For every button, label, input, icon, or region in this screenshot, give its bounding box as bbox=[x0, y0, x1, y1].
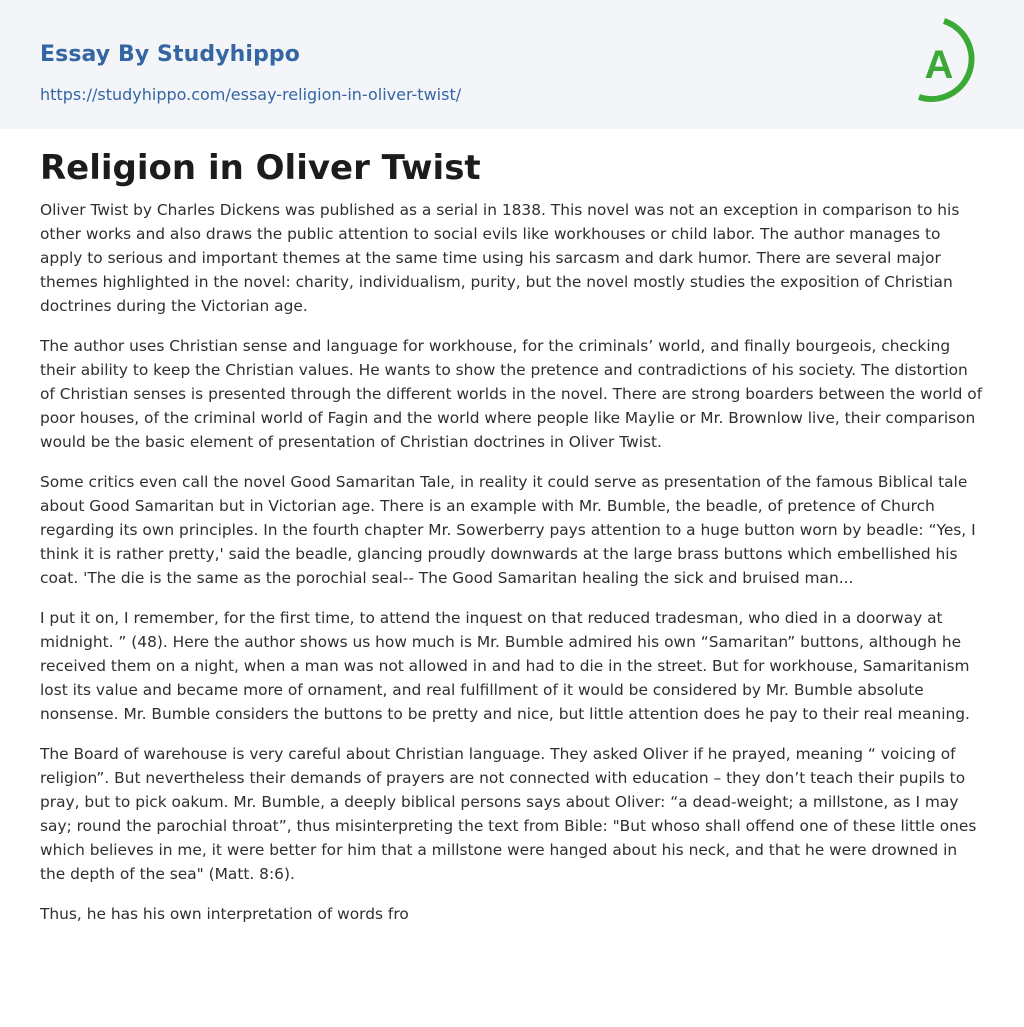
article-paragraph: Thus, he has his own interpretation of words fro bbox=[40, 905, 409, 923]
article-paragraph: Some critics even call the novel Good Samaritan Tale, in reality it could serve as presentation of the famous Biblical tale about Good Samaritan but in Victorian age. There is an example with Mr. Bumble, the beadle, of pretence of Church regarding its own principles. In the fourth chapter Mr. Sowerberry pays attention to a huge button worn by beadle: “Yes, I think it is rather pretty,' said the beadle, glancing proudly downwards at the large brass buttons which embellished his coat. 'The die is the same as the porochial seal-- The Good Samaritan healing the sick and bruised man... bbox=[40, 473, 976, 587]
site-header bbox=[0, 0, 1024, 129]
circle-a-logo-icon[interactable] bbox=[912, 18, 986, 106]
article-paragraph: The Board of warehouse is very careful about Christian language. They asked Oliver if he prayed, meaning “ voicing of religion”. But nevertheless their demands of prayers are not connected with education – they don’t teach their pupils to pray, but to pick oakum. Mr. Bumble, a deeply biblical persons says about Oliver: “a dead-weight; a millstone, as I may say; round the parochial throat”, thus misinterpreting the text from Bible: "But whoso shall offend one of these little ones which believes in me, it were better for him that a millstone were hanged about his neck, and that he were drowned in the depth of the sea" (Matt. 8:6). bbox=[40, 745, 977, 883]
site-brand[interactable]: Essay By Studyhippo bbox=[40, 42, 300, 67]
article bbox=[40, 146, 984, 942]
article-title: Religion in Oliver Twist bbox=[40, 148, 481, 188]
article-paragraph: I put it on, I remember, for the first time, to attend the inquest on that reduced tradesman, who died in a doorway at midnight. ” (48). Here the author shows us how much is Mr. Bumble admired his own “Samaritan” buttons, although he received them on a night, when a man was not allowed in and had to die in the street. But for workhouse, Samaritanism lost its value and became more of ornament, and real fulfillment of it would be considered by Mr. Bumble absolute nonsense. Mr. Bumble considers the buttons to be pretty and nice, but little attention does he pay to their real meaning. bbox=[40, 609, 970, 723]
article-paragraph: The author uses Christian sense and language for workhouse, for the criminals’ world, and finally bourgeois, checking their ability to keep the Christian values. He wants to show the pretence and contradictions of his society. The distortion of Christian senses is presented through the different worlds in the novel. There are strong boarders between the world of poor houses, of the criminal world of Fagin and the world where people like Maylie or Mr. Brownlow live, their comparison would be the basic element of presentation of Christian doctrines in Oliver Twist. bbox=[40, 337, 983, 451]
article-paragraph: Oliver Twist by Charles Dickens was published as a serial in 1838. This novel was not an exception in comparison to his other works and also draws the public attention to social evils like workhouses or child labor. The author manages to apply to serious and important themes at the same time using his sarcasm and dark humor. There are several major themes highlighted in the novel: charity, individualism, purity, but the novel mostly studies the exposition of Christian doctrines during the Victorian age. bbox=[40, 201, 960, 315]
page-url-link[interactable]: https://studyhippo.com/essay-religion-in-oliver-twist/ bbox=[40, 85, 462, 104]
logo-letter: A bbox=[924, 43, 954, 87]
